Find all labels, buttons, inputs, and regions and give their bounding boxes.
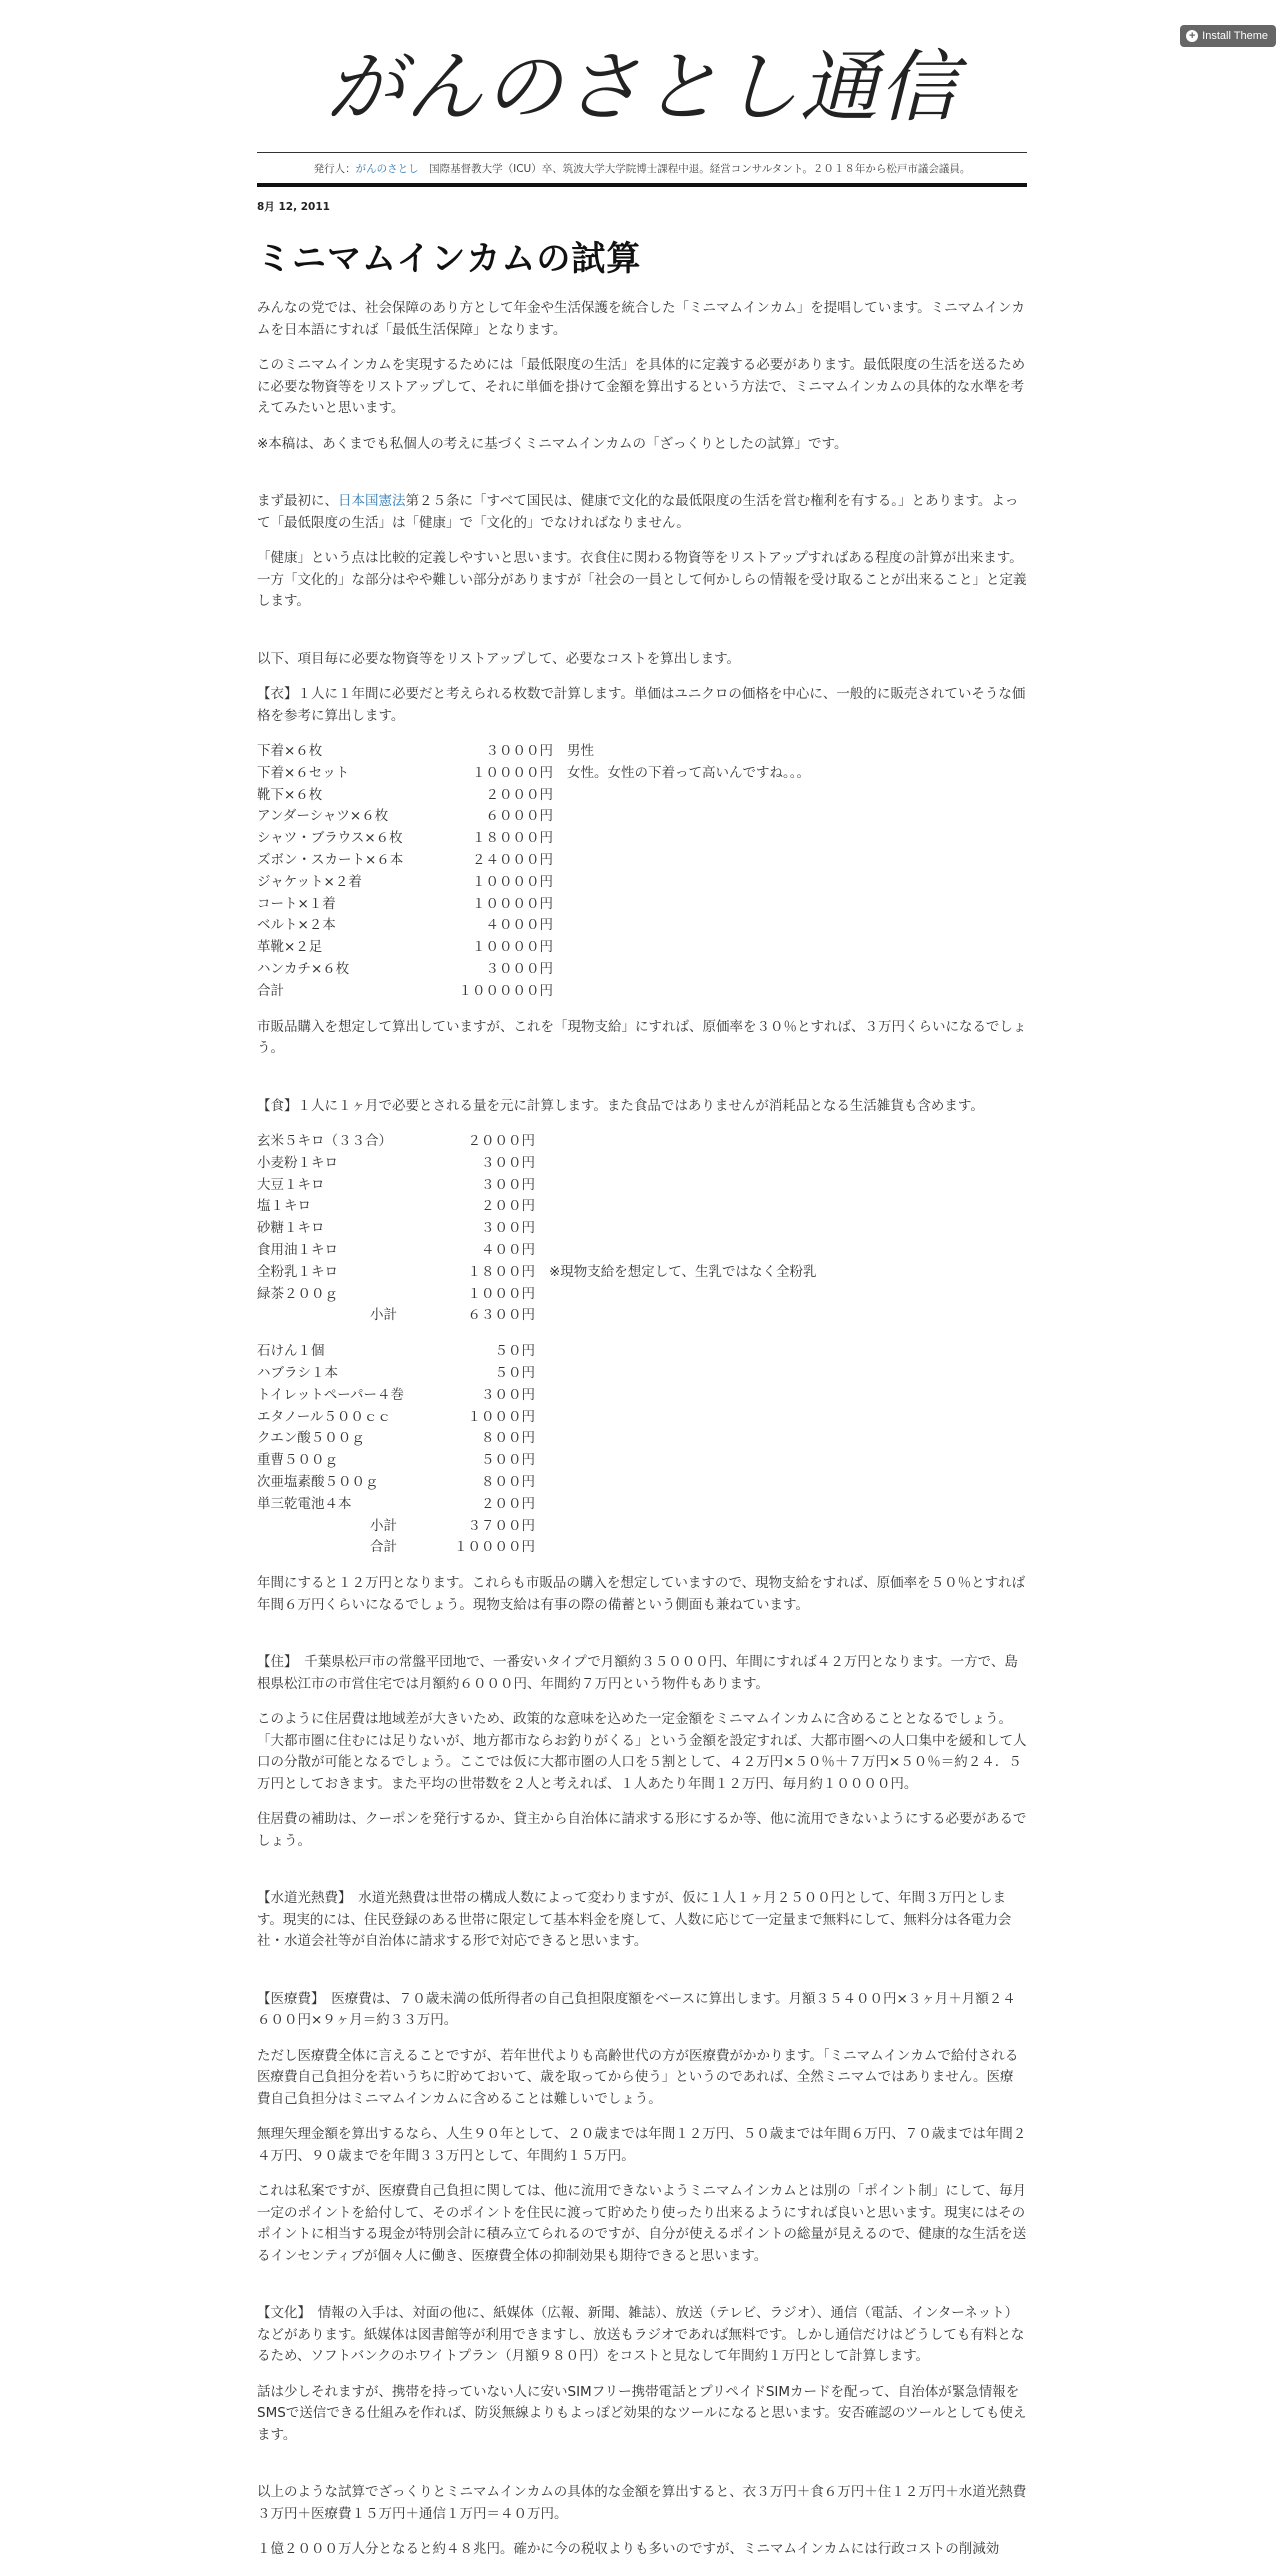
plus-circle-icon: + xyxy=(1186,30,1198,42)
item-price: ２００円 xyxy=(481,1198,535,1215)
item-name: 石けん１個 xyxy=(257,1343,325,1360)
food-total-row xyxy=(257,1537,549,1559)
item-note xyxy=(567,894,810,916)
item-name: アンダーシャツ×６枚 xyxy=(257,808,389,825)
item-price: ５０円 xyxy=(494,1343,535,1360)
item-note xyxy=(549,1131,817,1153)
item-note xyxy=(567,981,810,1003)
item-name: 下着×６セット xyxy=(257,764,350,781)
item-price: １００００円 xyxy=(472,764,553,781)
post-title[interactable]: ミニマムインカムの試算 xyxy=(257,239,642,279)
clothes-row xyxy=(257,806,810,828)
item-name: 全粉乳１キロ xyxy=(257,1263,338,1280)
item-name: ベルト×２本 xyxy=(257,917,336,934)
item-price: ８００円 xyxy=(481,1430,535,1447)
item-note: 男性 xyxy=(567,743,594,759)
item-price: １０００円 xyxy=(467,1285,535,1302)
paragraph-housing-3: 住居費の補助は、クーポンを発行するか、貸主から自治体に請求する形にするか等、他に流用できないようにする必要があるでしょう。 xyxy=(257,1811,1027,1849)
item-price: １００００円 xyxy=(472,873,553,890)
item-price: ５０円 xyxy=(494,1365,535,1382)
paragraph-medical-2: ただし医療費全体に言えることですが、若年世代よりも高齢世代の方が医療費がかかります。「ミニマムインカムで給付される医療費自己負担分を若いうちに貯めておいて、歳を取ってから使う」というのであれば、全然ミニマムではありません。医療費自己負担分はミニマムインカムに含めることは難しいでしょう。 xyxy=(257,2047,1019,2107)
item-price: ３００円 xyxy=(481,1220,535,1237)
food-subtotal-row xyxy=(257,1305,817,1327)
food-total-label: 合計 xyxy=(370,1539,397,1556)
clothes-row xyxy=(257,981,810,1003)
item-price: ２００円 xyxy=(481,1495,535,1512)
install-theme-label: Install Theme xyxy=(1202,30,1268,42)
clothes-row xyxy=(257,828,810,850)
item-name: エタノール５００ｃｃ xyxy=(257,1408,391,1425)
item-price: ２０００円 xyxy=(467,1133,535,1150)
item-note: ※現物支給を想定して、生乳ではなく全粉乳 xyxy=(549,1263,817,1280)
clothes-row xyxy=(257,850,810,872)
food-table xyxy=(257,1131,817,1327)
page-wrapper xyxy=(257,0,1027,2575)
clothes-row xyxy=(257,741,810,763)
post-date: 8月 12, 2011 xyxy=(257,201,330,213)
clothes-row xyxy=(257,894,810,916)
item-name: シャツ・ブラウス×６枚 xyxy=(257,830,403,847)
item-name: コート×１着 xyxy=(257,895,336,912)
item-note xyxy=(549,1218,817,1240)
item-name: 大豆１キロ xyxy=(257,1176,325,1193)
item-name: 緑茶２００ｇ xyxy=(257,1285,338,1302)
food-row xyxy=(257,1284,817,1306)
food-row xyxy=(257,1262,817,1284)
item-price: １０００００円 xyxy=(458,982,553,999)
food-row xyxy=(257,1131,817,1153)
item-name: ハブラシ１本 xyxy=(257,1365,338,1382)
clothes-row xyxy=(257,763,810,785)
item-name: ズボン・スカート×６本 xyxy=(257,851,404,868)
item-note xyxy=(567,806,810,828)
item-price: １００００円 xyxy=(472,895,553,912)
paragraph-constitution xyxy=(257,491,1027,534)
goods-row xyxy=(257,1341,549,1363)
item-price: ３００円 xyxy=(481,1176,535,1193)
paragraph-utility: 【水道光熱費】 水道光熱費は世帯の構成人数によって変わりますが、仮に１人１ヶ月２５００円として、年間３万円とします。現実的には、住民登録のある世帯に限定して基本料金を廃して、人数に応じて一定量まで無料にして、無料分は各電力会社・水道会社等が自治体に請求する形で対応できると思います。 xyxy=(257,1890,1012,1950)
item-name: 砂糖１キロ xyxy=(257,1220,325,1237)
goods-row xyxy=(257,1428,549,1450)
author-link[interactable]: がんのさとし xyxy=(355,163,419,175)
paragraph-note: ※本稿は、あくまでも私個人の考えに基づくミニマムインカムの「ざっくりとしたの試算」です。 xyxy=(257,435,848,452)
item-name: 合計 xyxy=(257,982,284,999)
goods-table xyxy=(257,1341,549,1559)
item-note xyxy=(567,785,810,807)
constitution-post: 第２５条に「すべて国民は、健康で文化的な最低限度の生活を営む権利を有する。」とあります。よって「最低限度の生活」は「健康」で「文化的」でなければなりません。 xyxy=(257,493,1019,531)
install-theme-button[interactable] xyxy=(1180,25,1276,47)
item-note xyxy=(567,850,810,872)
item-name: 重曹５００ｇ xyxy=(257,1452,338,1469)
goods-subtotal-value: ３７００円 xyxy=(467,1517,535,1534)
paragraph-housing-2: このように住居費は地域差が大きいため、政策的な意味を込めた一定金額をミニマムインカムに含めることとなるでしょう。「大都市圏に住むには足りないが、地方都市ならお釣りがくる」という金額を設定すれば、大都市圏への人口集中を緩和して人口の分散が可能となるでしょう。ここでは仮に大都市圏の人口を５割として、４２万円×５０％＋７万円×５０％＝約２４．５万円としておきます。また平均の世帯数を２人と考えれば、１人あたり年間１２万円、毎月約１００００円。 xyxy=(257,1711,1027,1792)
paragraph-housing-1: 【住】 千葉県松戸市の常盤平団地で、一番安いタイプで月額約３５０００円、年間にすれば４２万円となります。一方で、島根県松江市の市営住宅では月額約６０００円、年間約７万円という物件もあります。 xyxy=(257,1654,1018,1692)
goods-row xyxy=(257,1363,549,1385)
post-content xyxy=(257,298,1027,2561)
site-title[interactable]: がんのさとし通信 xyxy=(325,43,958,133)
constitution-link[interactable]: 日本国憲法 xyxy=(338,493,406,509)
item-note xyxy=(549,1196,817,1218)
header-divider-thick xyxy=(257,183,1027,187)
item-name: 玄米５キロ（３３合） xyxy=(257,1133,392,1150)
item-name: クエン酸５００ｇ xyxy=(257,1430,365,1447)
goods-row xyxy=(257,1407,549,1429)
item-price: １８００円 xyxy=(467,1263,535,1280)
clothes-row xyxy=(257,872,810,894)
item-name: 下着×６枚 xyxy=(257,743,323,759)
paragraph-food-intro: 【食】１人に１ヶ月で必要とされる量を元に計算します。また食品ではありませんが消耗品となる生活雑貨も含めます。 xyxy=(257,1097,984,1114)
item-note xyxy=(549,1175,817,1197)
item-price: ６０００円 xyxy=(485,808,553,825)
paragraph-summary: 以上のような試算でざっくりとミニマムインカムの具体的な金額を算出すると、衣３万円＋食６万円＋住１２万円＋水道光熱費３万円＋医療費１５万円＋通信１万円＝４０万円。 xyxy=(257,2484,1027,2522)
item-note xyxy=(567,959,810,981)
item-name: トイレットペーパー４巻 xyxy=(257,1386,405,1403)
paragraph-medical-4: これは私案ですが、医療費自己負担に関しては、他に流用できないようミニマムインカムとは別の「ポイント制」にして、毎月一定のポイントを給付して、そのポイントを住民に渡って貯めたり使ったり出来るようにすれば良いと思います。現実にはそのポイントに相当する現金が特別会計に積み立てられるのですが、自分が使えるポイントの総量が見えるので、健康的な生活を送るインセンティブが個々人に働き、医療費全体の抑制効果も期待できると思います。 xyxy=(257,2183,1027,2264)
clothes-table xyxy=(257,741,810,1003)
paragraph-food-after: 年間にすると１２万円となります。これらも市販品の購入を想定していますので、現物支給をすれば、原価率を５０％とすれば年間６万円くらいになるでしょう。現物支給は有事の際の備蓄という側面も兼ねています。 xyxy=(257,1575,1026,1613)
item-name: ハンカチ×６枚 xyxy=(257,960,350,977)
item-note xyxy=(549,1240,817,1262)
goods-row xyxy=(257,1472,549,1494)
goods-row xyxy=(257,1385,549,1407)
item-name: 革靴×２足 xyxy=(257,939,323,956)
item-note xyxy=(549,1284,817,1306)
food-row xyxy=(257,1218,817,1240)
item-price: ３０００円 xyxy=(485,960,553,977)
food-subtotal-value: ６３００円 xyxy=(467,1307,535,1324)
paragraph-culture-2: 話は少しそれますが、携帯を持っていない人に安いSIMフリー携帯電話とプリペイドSIMカードを配って、自治体が緊急情報をSMSで送信できる仕組みを作れば、防災無線よりもよっぽど効果的なツールになると思います。安否確認のツールとしても使えます。 xyxy=(257,2383,1027,2443)
food-row xyxy=(257,1153,817,1175)
paragraph-intro: みんなの党では、社会保障のあり方として年金や生活保護を統合した「ミニマムインカム」を提唱しています。ミニマムインカムを日本語にすれば「最低生活保障」となります。 xyxy=(257,300,1025,338)
goods-row xyxy=(257,1450,549,1472)
item-price: １０００円 xyxy=(467,1408,535,1425)
paragraph-clothes-after: 市販品購入を想定して算出していますが、これを「現物支給」にすれば、原価率を３０％とすれば、３万円くらいになるでしょう。 xyxy=(257,1018,1027,1057)
tagline-prefix: 発行人： xyxy=(313,163,356,175)
paragraph-medical-1: 【医療費】 医療費は、７０歳未満の低所得者の自己負担限度額をベースに算出します。月額３５４００円×３ヶ月＋月額２４６００円×９ヶ月＝約３３万円。 xyxy=(257,1990,1016,2029)
goods-subtotal-label: 小計 xyxy=(370,1517,397,1534)
paragraph-health-culture: 「健康」という点は比較的定義しやすいと思います。衣食住に関わる物資等をリストアップすればある程度の計算が出来ます。一方「文化的」な部分はやや難しい部分がありますが「社会の一員として何かしらの情報を受け取ることが出来ること」と定義します。 xyxy=(257,550,1027,609)
item-price: １００００円 xyxy=(472,939,553,956)
constitution-pre: まず最初に、 xyxy=(257,493,338,509)
item-note: 女性。女性の下着って高いんですね。。。 xyxy=(567,764,810,781)
clothes-row xyxy=(257,937,810,959)
goods-row xyxy=(257,1494,549,1516)
food-total-value: １００００円 xyxy=(454,1539,535,1556)
item-price: ３００円 xyxy=(481,1386,535,1403)
item-name: 塩１キロ xyxy=(257,1198,311,1215)
item-name: 靴下×６枚 xyxy=(257,786,323,803)
paragraph-clothes-intro: 【衣】１人に１年間に必要だと考えられる枚数で計算します。単価はユニクロの価格を中心に、一般的に販売されていそうな価格を参考に算出します。 xyxy=(257,686,1026,724)
item-note xyxy=(567,937,810,959)
item-name: ジャケット×２着 xyxy=(257,873,362,890)
item-price: １８０００円 xyxy=(472,830,553,847)
food-subtotal-label: 小計 xyxy=(370,1307,397,1324)
item-price: ４０００円 xyxy=(485,917,553,934)
food-row xyxy=(257,1196,817,1218)
item-price: ８００円 xyxy=(481,1474,535,1491)
item-price: ２０００円 xyxy=(485,786,553,803)
item-price: ５００円 xyxy=(481,1452,535,1469)
item-note xyxy=(567,828,810,850)
clothes-row xyxy=(257,915,810,937)
item-price: ４００円 xyxy=(481,1242,535,1259)
item-note xyxy=(567,915,810,937)
item-price: ３０００円 xyxy=(485,743,553,759)
paragraph-culture-1: 【文化】 情報の入手は、対面の他に、紙媒体（広報、新聞、雑誌）、放送（テレビ、ラジオ）、通信（電話、インターネット）などがあります。紙媒体は図書館等が利用できますし、放送もラジオであれば無料です。しかし通信だけはどうしても有料となるため、ソフトバンクのホワイトプラン（月額９８０円）をコストと見なして年間約１万円として計算します。 xyxy=(257,2305,1025,2365)
item-name: 小麦粉１キロ xyxy=(257,1154,338,1171)
item-note xyxy=(567,872,810,894)
item-price: ２４０００円 xyxy=(472,851,553,868)
clothes-row xyxy=(257,785,810,807)
item-name: 単三乾電池４本 xyxy=(257,1495,352,1512)
paragraph-last: １億２０００万人分となると約４８兆円。確かに今の税収よりも多いのですが、ミニマムインカムには行政コストの削減効 xyxy=(257,2541,1000,2558)
item-price: ３００円 xyxy=(481,1154,535,1171)
paragraph-list-intro: 以下、項目毎に必要な物資等をリストアップして、必要なコストを算出します。 xyxy=(257,650,741,667)
food-row xyxy=(257,1240,817,1262)
item-note xyxy=(549,1153,817,1175)
clothes-row xyxy=(257,959,810,981)
paragraph-medical-3: 無理矢理金額を算出するなら、人生９０年として、２０歳までは年間１２万円、５０歳までは年間６万円、７０歳までは年間２４万円、９０歳までを年間３３万円として、年間約１５万円。 xyxy=(257,2126,1027,2164)
item-name: 次亜塩素酸５００ｇ xyxy=(257,1474,379,1491)
food-row xyxy=(257,1175,817,1197)
paragraph-method: このミニマムインカムを実現するためには「最低限度の生活」を具体的に定義する必要があります。最低限度の生活を送るために必要な物資等をリストアップして、それに単価を掛けて金額を算出するという方法で、ミニマムインカムの具体的な水準を考えてみたいと思います。 xyxy=(257,357,1026,416)
item-name: 食用油１キロ xyxy=(257,1242,338,1259)
goods-subtotal-row xyxy=(257,1516,549,1538)
site-tagline xyxy=(257,153,1027,183)
tagline-suffix: 国際基督教大学（ICU）卒、筑波大学大学院博士課程中退。経営コンサルタント。２０１８年から松戸市議会議員。 xyxy=(418,163,971,175)
